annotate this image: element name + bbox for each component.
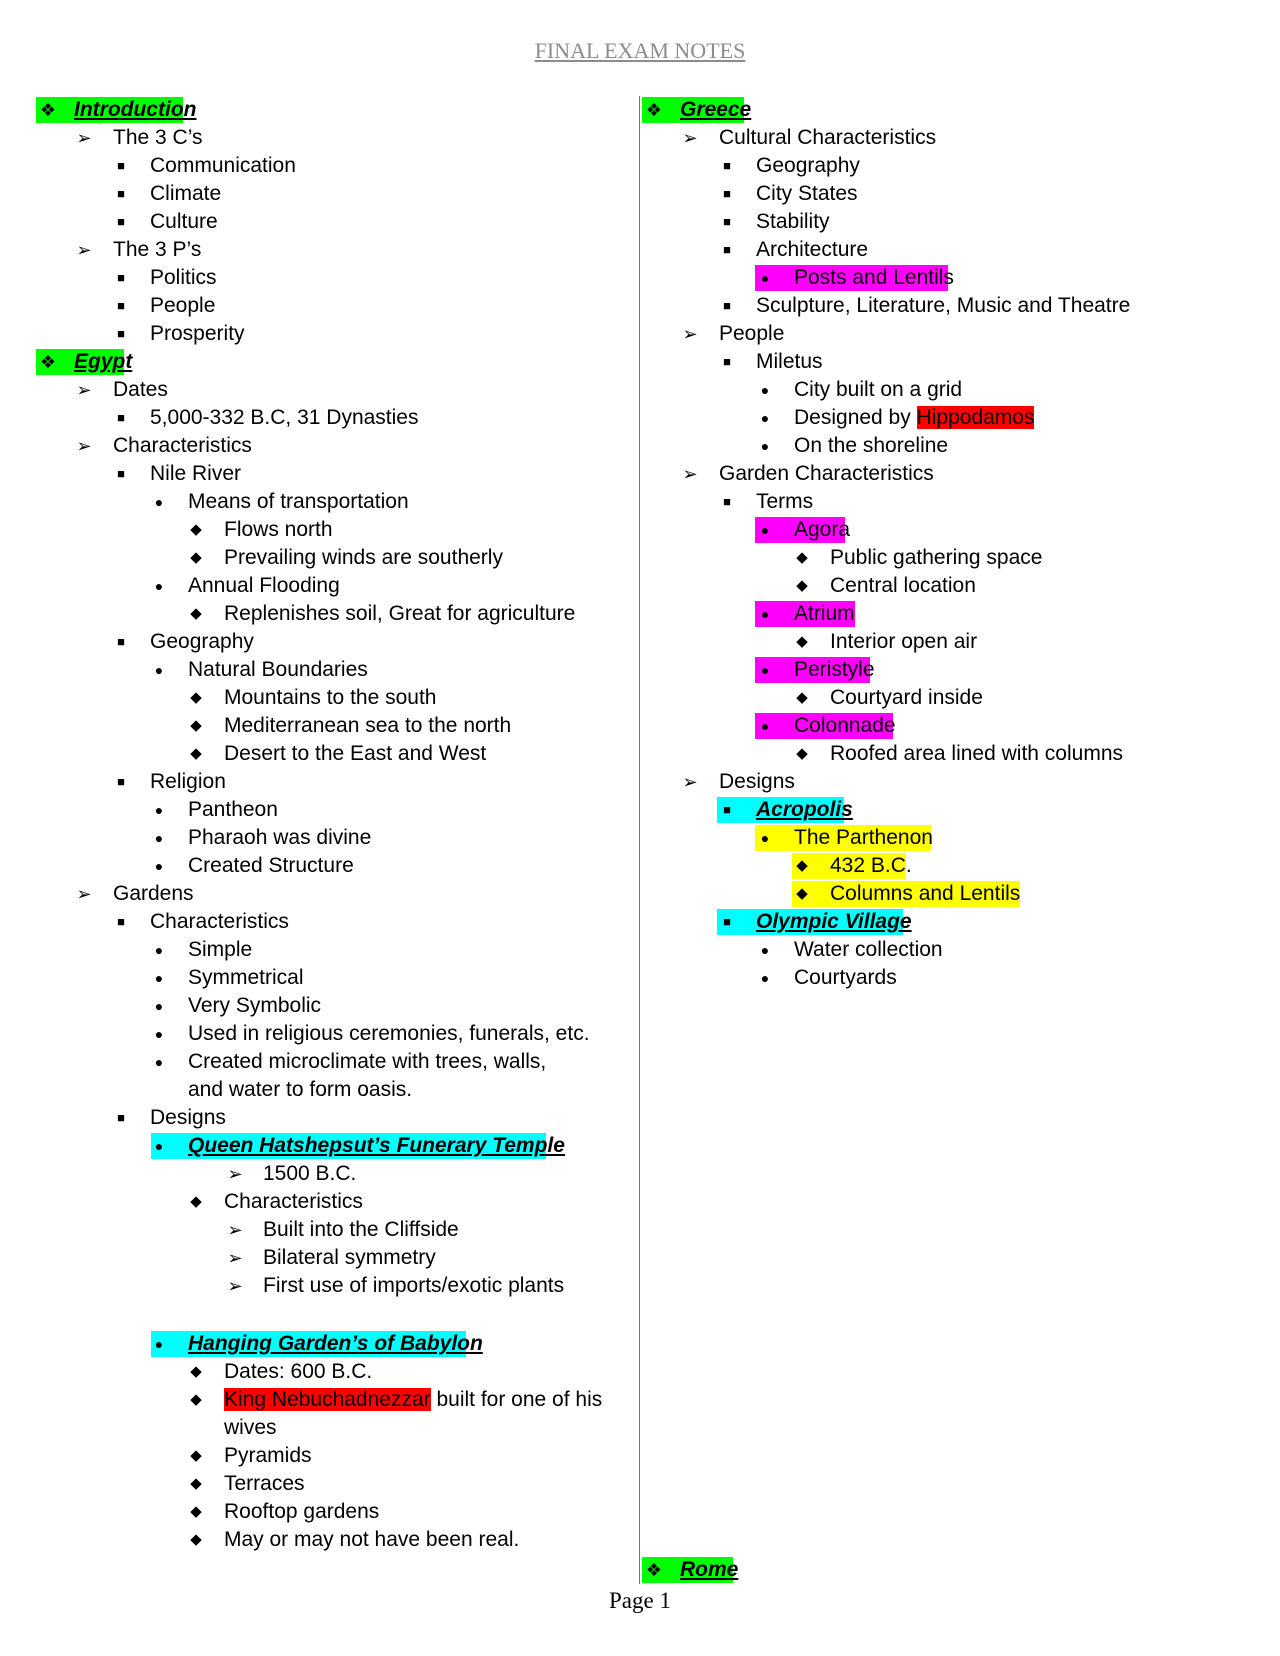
section-heading	[642, 96, 1242, 124]
list-item: ➢ The 3 P’s	[36, 236, 636, 264]
arrow-bullet-icon: ➢	[682, 128, 698, 148]
list-item: ● Pantheon	[36, 796, 636, 824]
list-item: ■ Miletus	[642, 348, 1242, 376]
list-item: ■ Geography	[36, 628, 636, 656]
square-bullet-icon: ■	[723, 242, 731, 257]
four-diamond-bullet-icon: ❖	[645, 1560, 663, 1580]
dot-bullet-icon: ●	[154, 970, 164, 986]
list-item: ● On the shoreline	[642, 432, 1242, 460]
square-bullet-icon: ■	[117, 634, 125, 649]
square-bullet-icon: ■	[117, 158, 125, 173]
list-item: ● Water collection	[642, 936, 1242, 964]
list-item: ■ Sculpture, Literature, Music and Theatre	[642, 292, 1242, 320]
list-item: ● Means of transportation	[36, 488, 636, 516]
list-item: ◆ Public gathering space	[642, 544, 1242, 572]
diamond-bullet-icon: ◆	[796, 857, 808, 874]
dot-bullet-icon: ●	[154, 1026, 164, 1042]
square-bullet-icon: ■	[117, 186, 125, 201]
diamond-bullet-icon: ◆	[190, 1475, 202, 1492]
section-heading	[36, 96, 636, 124]
dot-bullet-icon: ●	[154, 494, 164, 510]
dot-bullet-icon: ●	[760, 522, 770, 538]
section-heading	[36, 348, 636, 376]
list-item: ◆ Columns and Lentils	[642, 880, 1242, 908]
term-item: ● Posts and Lentils	[642, 264, 1242, 292]
square-bullet-icon: ■	[117, 774, 125, 789]
section-title-introduction: Introduction	[74, 98, 197, 121]
arrow-bullet-icon: ➢	[76, 436, 92, 456]
arrow-bullet-icon: ➢	[76, 884, 92, 904]
term-item: ● Agora	[642, 516, 1242, 544]
section-heading	[642, 1556, 1242, 1584]
list-item: ◆ Characteristics	[36, 1188, 636, 1216]
list-item: ■ Culture	[36, 208, 636, 236]
diamond-bullet-icon: ◆	[190, 605, 202, 622]
diamond-bullet-icon: ◆	[190, 521, 202, 538]
list-item: ◆ Courtyard inside	[642, 684, 1242, 712]
dot-bullet-icon: ●	[760, 438, 770, 454]
square-bullet-icon: ■	[117, 298, 125, 313]
list-item: ● Natural Boundaries	[36, 656, 636, 684]
list-item: ● Created Structure	[36, 852, 636, 880]
term-item: ● Peristyle	[642, 656, 1242, 684]
square-bullet-icon: ■	[723, 494, 731, 509]
list-item: ◆ Roofed area lined with columns	[642, 740, 1242, 768]
document-header-title: FINAL EXAM NOTES	[534, 38, 746, 63]
design-title-acropolis: Acropolis	[756, 798, 853, 821]
list-item: ➢ 1500 B.C.	[36, 1160, 636, 1188]
list-item: ◆ 432 B.C.	[642, 852, 1242, 880]
list-item: ◆ Flows north	[36, 516, 636, 544]
square-bullet-icon: ■	[723, 354, 731, 369]
arrow-bullet-icon: ➢	[227, 1276, 243, 1296]
term-item: ● Colonnade	[642, 712, 1242, 740]
section-title-greece: Greece	[680, 98, 752, 121]
list-item: ➢ People	[642, 320, 1242, 348]
list-item: ● Simple	[36, 936, 636, 964]
section-title-rome: Rome	[680, 1558, 739, 1581]
diamond-bullet-icon: ◆	[190, 689, 202, 706]
dot-bullet-icon: ●	[760, 410, 770, 426]
design-heading	[642, 908, 1242, 936]
diamond-bullet-icon: ◆	[190, 1447, 202, 1464]
list-item: ■ People	[36, 292, 636, 320]
diamond-bullet-icon: ◆	[796, 633, 808, 650]
four-diamond-bullet-icon: ❖	[39, 352, 57, 372]
arrow-bullet-icon: ➢	[227, 1164, 243, 1184]
list-item: ➢ The 3 C’s	[36, 124, 636, 152]
list-item: ➢ First use of imports/exotic plants	[36, 1272, 636, 1300]
list-item: ➢ Built into the Cliffside	[36, 1216, 636, 1244]
four-diamond-bullet-icon: ❖	[39, 100, 57, 120]
design-title-olympic-village: Olympic Village	[756, 910, 912, 933]
square-bullet-icon: ■	[117, 214, 125, 229]
four-diamond-bullet-icon: ❖	[645, 100, 663, 120]
diamond-bullet-icon: ◆	[190, 745, 202, 762]
list-item: ● Used in religious ceremonies, funerals, etc.	[36, 1020, 636, 1048]
dot-bullet-icon: ●	[760, 718, 770, 734]
diamond-bullet-icon: ◆	[796, 549, 808, 566]
left-column	[36, 96, 636, 1554]
arrow-bullet-icon: ➢	[76, 380, 92, 400]
square-bullet-icon: ■	[723, 186, 731, 201]
square-bullet-icon: ■	[723, 298, 731, 313]
list-item: ■ Religion	[36, 768, 636, 796]
arrow-bullet-icon: ➢	[682, 772, 698, 792]
list-item: ■ Nile River	[36, 460, 636, 488]
design-title-hatshepsut: Queen Hatshepsut’s Funerary Temple	[188, 1134, 565, 1157]
arrow-bullet-icon: ➢	[227, 1220, 243, 1240]
square-bullet-icon: ■	[723, 802, 731, 817]
dot-bullet-icon: ●	[154, 802, 164, 818]
dot-bullet-icon: ●	[154, 662, 164, 678]
arrow-bullet-icon: ➢	[227, 1248, 243, 1268]
square-bullet-icon: ■	[723, 158, 731, 173]
dot-bullet-icon: ●	[760, 830, 770, 846]
diamond-bullet-icon: ◆	[190, 549, 202, 566]
design-title-babylon: Hanging Garden’s of Babylon	[188, 1332, 483, 1355]
list-item: ■ Designs	[36, 1104, 636, 1132]
list-item: ◆ Mediterranean sea to the north	[36, 712, 636, 740]
list-item: ● City built on a grid	[642, 376, 1242, 404]
list-item: ■ City States	[642, 180, 1242, 208]
highlighted-name: Hippodamos	[916, 406, 1035, 429]
list-item: ➢ Gardens	[36, 880, 636, 908]
list-item: ◆ Pyramids	[36, 1442, 636, 1470]
diamond-bullet-icon: ◆	[796, 577, 808, 594]
diamond-bullet-icon: ◆	[190, 1193, 202, 1210]
arrow-bullet-icon: ➢	[682, 324, 698, 344]
column-divider	[639, 96, 640, 1584]
square-bullet-icon: ■	[117, 270, 125, 285]
diamond-bullet-icon: ◆	[190, 1503, 202, 1520]
diamond-bullet-icon: ◆	[190, 1531, 202, 1548]
list-item: ● Created microclimate with trees, walls, and water to form oasis.	[36, 1048, 636, 1104]
list-item: ➢ Characteristics	[36, 432, 636, 460]
diamond-bullet-icon: ◆	[796, 745, 808, 762]
dot-bullet-icon: ●	[154, 1336, 164, 1352]
list-item: ■ Architecture	[642, 236, 1242, 264]
list-item: ◆ Mountains to the south	[36, 684, 636, 712]
list-item: ◆ Dates: 600 B.C.	[36, 1358, 636, 1386]
list-item: ■ Communication	[36, 152, 636, 180]
term-item: ● Atrium	[642, 600, 1242, 628]
highlighted-name: King Nebuchadnezzar	[224, 1388, 431, 1411]
dot-bullet-icon: ●	[154, 998, 164, 1014]
square-bullet-icon: ■	[117, 326, 125, 341]
diamond-bullet-icon: ◆	[796, 689, 808, 706]
arrow-bullet-icon: ➢	[682, 464, 698, 484]
design-heading	[642, 796, 1242, 824]
dot-bullet-icon: ●	[760, 662, 770, 678]
list-item: ● Symmetrical	[36, 964, 636, 992]
list-item: ● Pharaoh was divine	[36, 824, 636, 852]
list-item: ◆ Replenishes soil, Great for agriculture	[36, 600, 636, 628]
square-bullet-icon: ■	[723, 914, 731, 929]
dot-bullet-icon: ●	[154, 578, 164, 594]
design-heading	[36, 1132, 636, 1160]
section-title-egypt: Egypt	[74, 350, 133, 373]
list-item: ◆ Desert to the East and West	[36, 740, 636, 768]
square-bullet-icon: ■	[117, 914, 125, 929]
list-item: ■ Prosperity	[36, 320, 636, 348]
list-item: ➢ Dates	[36, 376, 636, 404]
list-item: ■ Climate	[36, 180, 636, 208]
list-item: ● Annual Flooding	[36, 572, 636, 600]
dot-bullet-icon: ●	[154, 858, 164, 874]
diamond-bullet-icon: ◆	[796, 885, 808, 902]
diamond-bullet-icon: ◆	[190, 1391, 202, 1408]
dot-bullet-icon: ●	[760, 382, 770, 398]
list-item: ◆ Prevailing winds are southerly	[36, 544, 636, 572]
square-bullet-icon: ■	[117, 1110, 125, 1125]
list-item: ➢ Cultural Characteristics	[642, 124, 1242, 152]
list-item: ◆ Terraces	[36, 1470, 636, 1498]
list-item: ● The Parthenon	[642, 824, 1242, 852]
list-item: ◆ Interior open air	[642, 628, 1242, 656]
list-item: ● Courtyards	[642, 964, 1242, 992]
list-item: ➢ Designs	[642, 768, 1242, 796]
diamond-bullet-icon: ◆	[190, 1363, 202, 1380]
square-bullet-icon: ■	[117, 466, 125, 481]
list-item: ◆ Central location	[642, 572, 1242, 600]
list-item: ◆ King Nebuchadnezzar built for one of his wives	[36, 1386, 636, 1442]
list-item: ● Very Symbolic	[36, 992, 636, 1020]
right-column	[642, 96, 1242, 992]
square-bullet-icon: ■	[723, 214, 731, 229]
list-item: ◆ May or may not have been real.	[36, 1526, 636, 1554]
list-item: ■ Stability	[642, 208, 1242, 236]
design-heading	[36, 1330, 636, 1358]
page-number: Page 1	[609, 1588, 671, 1613]
arrow-bullet-icon: ➢	[76, 240, 92, 260]
arrow-bullet-icon: ➢	[76, 128, 92, 148]
list-item: ➢ Bilateral symmetry	[36, 1244, 636, 1272]
dot-bullet-icon: ●	[760, 606, 770, 622]
list-item: ● Designed by Hippodamos	[642, 404, 1242, 432]
list-item: ◆ Rooftop gardens	[36, 1498, 636, 1526]
list-item: ■ Politics	[36, 264, 636, 292]
square-bullet-icon: ■	[117, 410, 125, 425]
diamond-bullet-icon: ◆	[190, 717, 202, 734]
list-item: ■ Characteristics	[36, 908, 636, 936]
dot-bullet-icon: ●	[154, 1138, 164, 1154]
dot-bullet-icon: ●	[154, 942, 164, 958]
dot-bullet-icon: ●	[760, 970, 770, 986]
list-item: ■ Geography	[642, 152, 1242, 180]
dot-bullet-icon: ●	[760, 942, 770, 958]
dot-bullet-icon: ●	[760, 270, 770, 286]
list-item: ■ Terms	[642, 488, 1242, 516]
dot-bullet-icon: ●	[154, 830, 164, 846]
list-item: ■ 5,000-332 B.C, 31 Dynasties	[36, 404, 636, 432]
list-item: ➢ Garden Characteristics	[642, 460, 1242, 488]
dot-bullet-icon: ●	[154, 1054, 164, 1070]
